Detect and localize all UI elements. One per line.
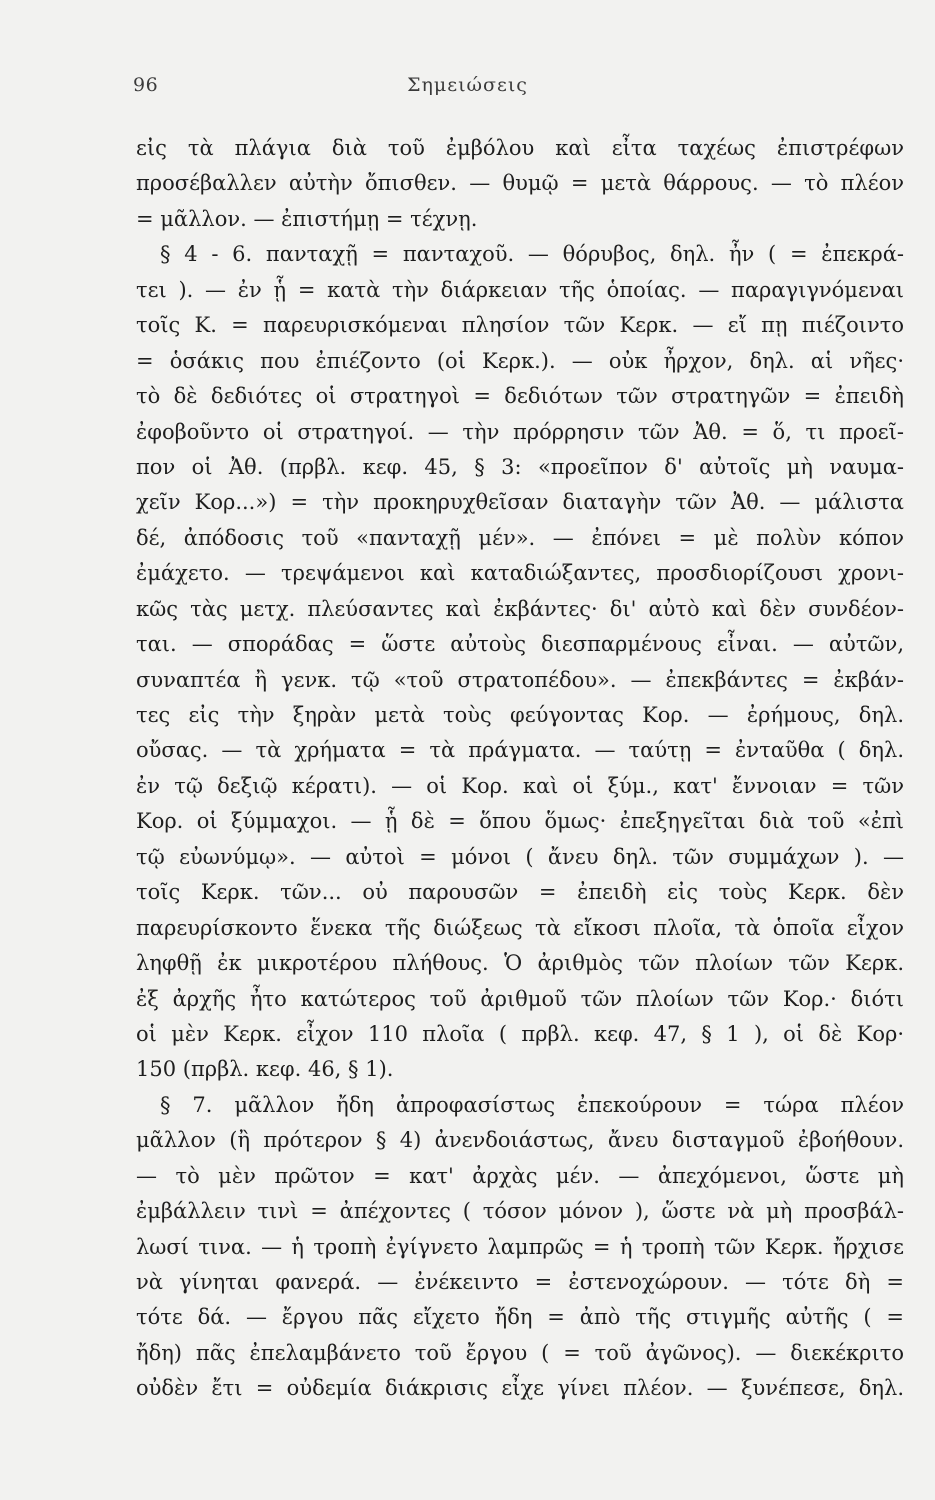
text-line: λωσί τινα. — ἡ τροπὴ ἐγίγνετο λαμπρῶς = ἡ τροπὴ τῶν Κερκ. ἤρχισε <box>136 1234 904 1259</box>
text-line: ται. — σποράδας = ὥστε αὐτοὺς διεσπαρμένους εἶναι. — αὐτῶν, <box>136 632 904 657</box>
page-number: 96 <box>133 74 159 96</box>
text-line: τῷ εὐωνύμῳ». — αὐτοὶ = μόνοι ( ἄνευ δηλ. τῶν συμμάχων ). — <box>136 844 904 869</box>
text-line: πον οἱ Ἀθ. (πρβλ. κεφ. 45, § 3: «προεῖπον δ' αὐτοῖς μὴ ναυμα- <box>136 454 904 479</box>
text-line: — τὸ μὲν πρῶτον = κατ' ἀρχὰς μέν. — ἀπεχόμενοι, ὥστε μὴ <box>136 1163 904 1188</box>
text-line: ἐμβάλλειν τινὶ = ἀπέχοντες ( τόσον μόνον ), ὥστε νὰ μὴ προσβάλ- <box>136 1199 904 1224</box>
text-line: συναπτέα ἢ γενκ. τῷ «τοῦ στρατοπέδου». — ἐπεκβάντες = ἐκβάν- <box>136 667 904 692</box>
text-line: ἐν τῷ δεξιῷ κέρατι). — οἱ Κορ. καὶ οἱ ξύμ., κατ' ἔννοιαν = τῶν <box>136 773 904 798</box>
text-line: προσέβαλλεν αὐτὴν ὄπισθεν. — θυμῷ = μετὰ θάρρους. — τὸ πλέον <box>136 171 904 196</box>
text-line: ἐφοβοῦντο οἱ στρατηγοί. — τὴν πρόρρησιν τῶν Ἀθ. = ὅ, τι προεῖ- <box>136 419 904 444</box>
text-line: ληφθῇ ἐκ μικροτέρου πλήθους. Ὁ ἀριθμὸς τῶν πλοίων τῶν Κερκ. <box>136 951 904 976</box>
text-line: Κορ. οἱ ξύμμαχοι. — ᾗ δὲ = ὅπου ὅμως· ἐπεξηγεῖται διὰ τοῦ «ἐπὶ <box>136 809 904 834</box>
text-line: τες εἰς τὴν ξηρὰν μετὰ τοὺς φεύγοντας Κορ. — ἐρήμους, δηλ. <box>136 703 904 727</box>
running-title: Σημειώσεις <box>407 74 528 96</box>
text-line: δέ, ἀπόδοσις τοῦ «πανταχῇ μέν». — ἐπόνει = μὲ πολὺν κόπον <box>136 525 904 550</box>
text-line: τὸ δὲ δεδιότες οἱ στρατηγοὶ = δεδιότων τῶν στρατηγῶν = ἐπειδὴ <box>136 384 904 409</box>
text-line: ἐμάχετο. — τρεψάμενοι καὶ καταδιώξαντες, προσδιορίζουσι χρονι- <box>136 561 904 586</box>
text-line: § 4 - 6. πανταχῇ = πανταχοῦ. — θόρυβος, δηλ. ἦν ( = ἐπεκρά- <box>160 242 904 267</box>
notes-text <box>136 131 904 1407</box>
page-header <box>0 74 935 104</box>
text-line: κῶς τὰς μετχ. πλεύσαντες καὶ ἐκβάντες· δι' αὐτὸ καὶ δὲν συνδέον- <box>136 596 904 621</box>
text-line: ἤδη) πᾶς ἐπελαμβάνετο τοῦ ἔργου ( = τοῦ ἀγῶνος). — διεκέκριτο <box>136 1340 904 1365</box>
text-line: οἱ μὲν Κερκ. εἶχον 110 πλοῖα ( πρβλ. κεφ. 47, § 1 ), οἱ δὲ Κορ· <box>136 1021 904 1046</box>
text-line: = μᾶλλον. — ἐπιστήμῃ = τέχνῃ. <box>136 206 478 231</box>
text-line: οὔσας. — τὰ χρήματα = τὰ πράγματα. — ταύτῃ = ἐνταῦθα ( δηλ. <box>136 738 904 763</box>
text-line: § 7. μᾶλλον ἤδη ἀπροφασίστως ἐπεκούρουν = τώρα πλέον <box>160 1092 904 1117</box>
text-line: τει ). — ἐν ᾗ = κατὰ τὴν διάρκειαν τῆς ὁποίας. — παραγιγνόμεναι <box>136 277 904 302</box>
text-line: χεῖν Κορ...») = τὴν προκηρυχθεῖσαν διαταγὴν τῶν Ἀθ. — μάλιστα <box>136 490 904 515</box>
text-line: νὰ γίνηται φανερά. — ἐνέκειντο = ἐστενοχώρουν. — τότε δὴ = <box>136 1270 904 1294</box>
text-line: = ὁσάκις που ἐπιέζοντο (οἱ Κερκ.). — οὐκ ἦρχον, δηλ. αἱ νῆες· <box>136 348 904 373</box>
text-line: οὐδὲν ἔτι = οὐδεμία διάκρισις εἶχε γίνει πλέον. — ξυνέπεσε, δηλ. <box>136 1376 904 1401</box>
text-line: τότε δά. — ἔργου πᾶς εἴχετο ἤδη = ἀπὸ τῆς στιγμῆς αὐτῆς ( = <box>136 1305 904 1330</box>
text-line: 150 (πρβλ. κεφ. 46, § 1). <box>136 1057 394 1082</box>
text-line: ἐξ ἀρχῆς ἦτο κατώτερος τοῦ ἀριθμοῦ τῶν πλοίων τῶν Κορ.· διότι <box>136 986 904 1011</box>
text-line: μᾶλλον (ἢ πρότερον § 4) ἀνενδοιάστως, ἄνευ δισταγμοῦ ἐβοήθουν. <box>136 1128 904 1153</box>
text-line: τοῖς Κ. = παρευρισκόμεναι πλησίον τῶν Κερκ. — εἴ πῃ πιέζοιντο <box>136 313 904 338</box>
text-line: τοῖς Κερκ. τῶν... οὐ παρουσῶν = ἐπειδὴ εἰς τοὺς Κερκ. δὲν <box>136 880 904 905</box>
text-line: παρευρίσκοντο ἕνεκα τῆς διώξεως τὰ εἴκοσι πλοῖα, τὰ ὁποῖα εἶχον <box>136 915 904 940</box>
text-line: εἰς τὰ πλάγια διὰ τοῦ ἐμβόλου καὶ εἶτα ταχέως ἐπιστρέφων <box>136 136 904 160</box>
